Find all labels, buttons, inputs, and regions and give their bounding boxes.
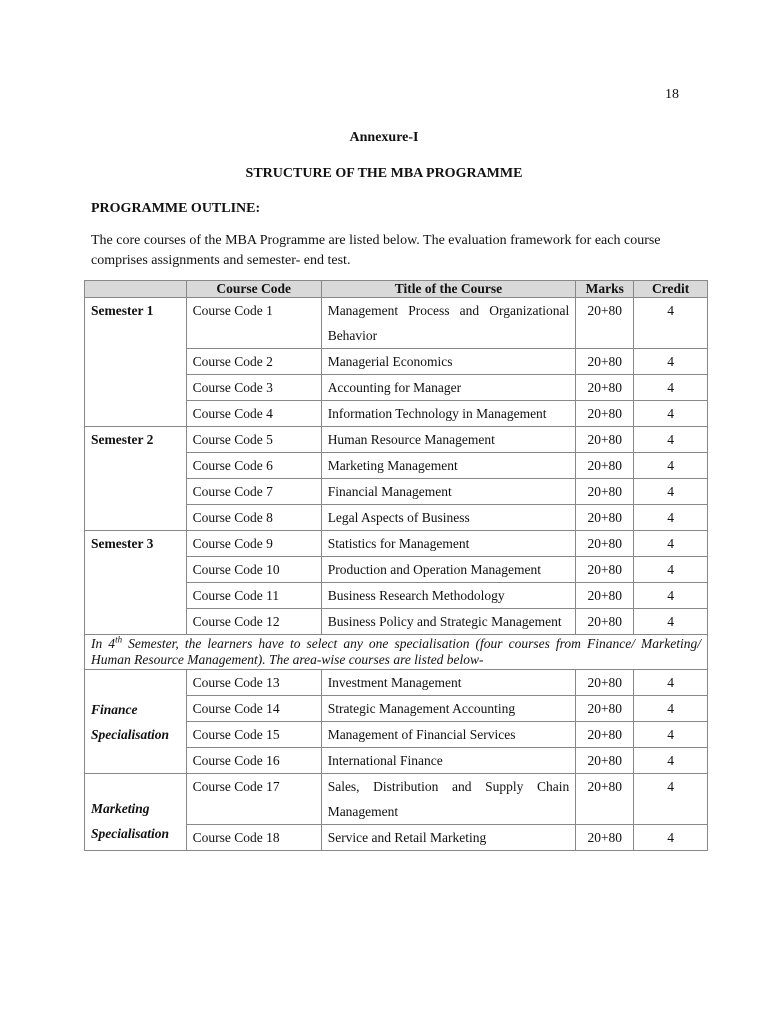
header-marks: Marks (576, 281, 634, 298)
course-credit: 4 (634, 401, 708, 427)
course-title: Sales, Distribution and Supply Chain Management (321, 774, 576, 825)
course-title: Service and Retail Marketing (321, 825, 576, 851)
course-code: Course Code 7 (186, 479, 321, 505)
course-code: Course Code 4 (186, 401, 321, 427)
course-marks: 20+80 (576, 825, 634, 851)
table-row (85, 531, 708, 557)
course-title: Legal Aspects of Business (321, 505, 576, 531)
note-superscript: th (115, 634, 123, 645)
course-code: Course Code 11 (186, 583, 321, 609)
course-credit: 4 (634, 696, 708, 722)
course-code: Course Code 9 (186, 531, 321, 557)
course-marks: 20+80 (576, 722, 634, 748)
course-marks: 20+80 (576, 375, 634, 401)
course-credit: 4 (634, 298, 708, 349)
course-title: Financial Management (321, 479, 576, 505)
course-credit: 4 (634, 748, 708, 774)
header-course-code: Course Code (186, 281, 321, 298)
course-code: Course Code 18 (186, 825, 321, 851)
header-course-title: Title of the Course (321, 281, 576, 298)
course-title: Managerial Economics (321, 349, 576, 375)
course-title: Marketing Management (321, 453, 576, 479)
specialisation-note (85, 635, 708, 670)
course-title: International Finance (321, 748, 576, 774)
specialisation-label: Marketing Specialisation (85, 774, 187, 851)
course-credit: 4 (634, 349, 708, 375)
course-title: Human Resource Management (321, 427, 576, 453)
table-row (85, 774, 708, 825)
course-code: Course Code 5 (186, 427, 321, 453)
course-credit: 4 (634, 583, 708, 609)
course-code: Course Code 2 (186, 349, 321, 375)
course-marks: 20+80 (576, 531, 634, 557)
specialisation-note-row (85, 635, 708, 670)
semester-label: Semester 2 (85, 427, 187, 531)
course-marks: 20+80 (576, 557, 634, 583)
course-title: Accounting for Manager (321, 375, 576, 401)
course-credit: 4 (634, 774, 708, 825)
course-code: Course Code 3 (186, 375, 321, 401)
course-code: Course Code 12 (186, 609, 321, 635)
course-marks: 20+80 (576, 774, 634, 825)
course-marks: 20+80 (576, 427, 634, 453)
course-title: Production and Operation Management (321, 557, 576, 583)
outline-heading: PROGRAMME OUTLINE: (91, 201, 261, 216)
course-credit: 4 (634, 531, 708, 557)
course-credit: 4 (634, 722, 708, 748)
table-row (85, 427, 708, 453)
intro-paragraph: The core courses of the MBA Programme are listed below. The evaluation framework for each course comprises assignments and semester- end test. (91, 233, 661, 268)
course-title: Business Research Methodology (321, 583, 576, 609)
course-marks: 20+80 (576, 670, 634, 696)
course-credit: 4 (634, 609, 708, 635)
course-credit: 4 (634, 427, 708, 453)
table-row (85, 670, 708, 696)
course-credit: 4 (634, 557, 708, 583)
course-code: Course Code 13 (186, 670, 321, 696)
course-title: Business Policy and Strategic Management (321, 609, 576, 635)
course-credit: 4 (634, 505, 708, 531)
specialisation-label: Finance Specialisation (85, 670, 187, 774)
course-credit: 4 (634, 479, 708, 505)
course-code: Course Code 17 (186, 774, 321, 825)
header-credit: Credit (634, 281, 708, 298)
course-title: Management of Financial Services (321, 722, 576, 748)
course-title: Information Technology in Management (321, 401, 576, 427)
document-title: STRUCTURE OF THE MBA PROGRAMME (245, 166, 523, 181)
course-code: Course Code 15 (186, 722, 321, 748)
course-marks: 20+80 (576, 401, 634, 427)
note-text: Semester, the learners have to select any one specialisation (four courses from Finance/ Marketing/ Human Resource Management). The area-wise courses are listed below- (91, 636, 701, 667)
course-code: Course Code 6 (186, 453, 321, 479)
course-credit: 4 (634, 670, 708, 696)
course-marks: 20+80 (576, 505, 634, 531)
course-marks: 20+80 (576, 349, 634, 375)
course-code: Course Code 8 (186, 505, 321, 531)
course-marks: 20+80 (576, 696, 634, 722)
course-marks: 20+80 (576, 479, 634, 505)
header-semester (85, 281, 187, 298)
course-credit: 4 (634, 825, 708, 851)
course-code: Course Code 10 (186, 557, 321, 583)
table-row (85, 298, 708, 349)
course-table (84, 280, 708, 851)
course-marks: 20+80 (576, 583, 634, 609)
course-marks: 20+80 (576, 748, 634, 774)
table-header-row (85, 281, 708, 298)
note-prefix: In 4 (91, 636, 116, 651)
course-marks: 20+80 (576, 298, 634, 349)
course-marks: 20+80 (576, 453, 634, 479)
course-marks: 20+80 (576, 609, 634, 635)
page-number: 18 (665, 87, 679, 102)
course-code: Course Code 16 (186, 748, 321, 774)
semester-label: Semester 1 (85, 298, 187, 427)
course-title: Strategic Management Accounting (321, 696, 576, 722)
course-title: Management Process and Organizational Behavior (321, 298, 576, 349)
course-code: Course Code 14 (186, 696, 321, 722)
semester-label: Semester 3 (85, 531, 187, 635)
course-title: Investment Management (321, 670, 576, 696)
course-code: Course Code 1 (186, 298, 321, 349)
course-title: Statistics for Management (321, 531, 576, 557)
annexure-heading: Annexure-I (349, 130, 419, 145)
course-credit: 4 (634, 453, 708, 479)
course-credit: 4 (634, 375, 708, 401)
